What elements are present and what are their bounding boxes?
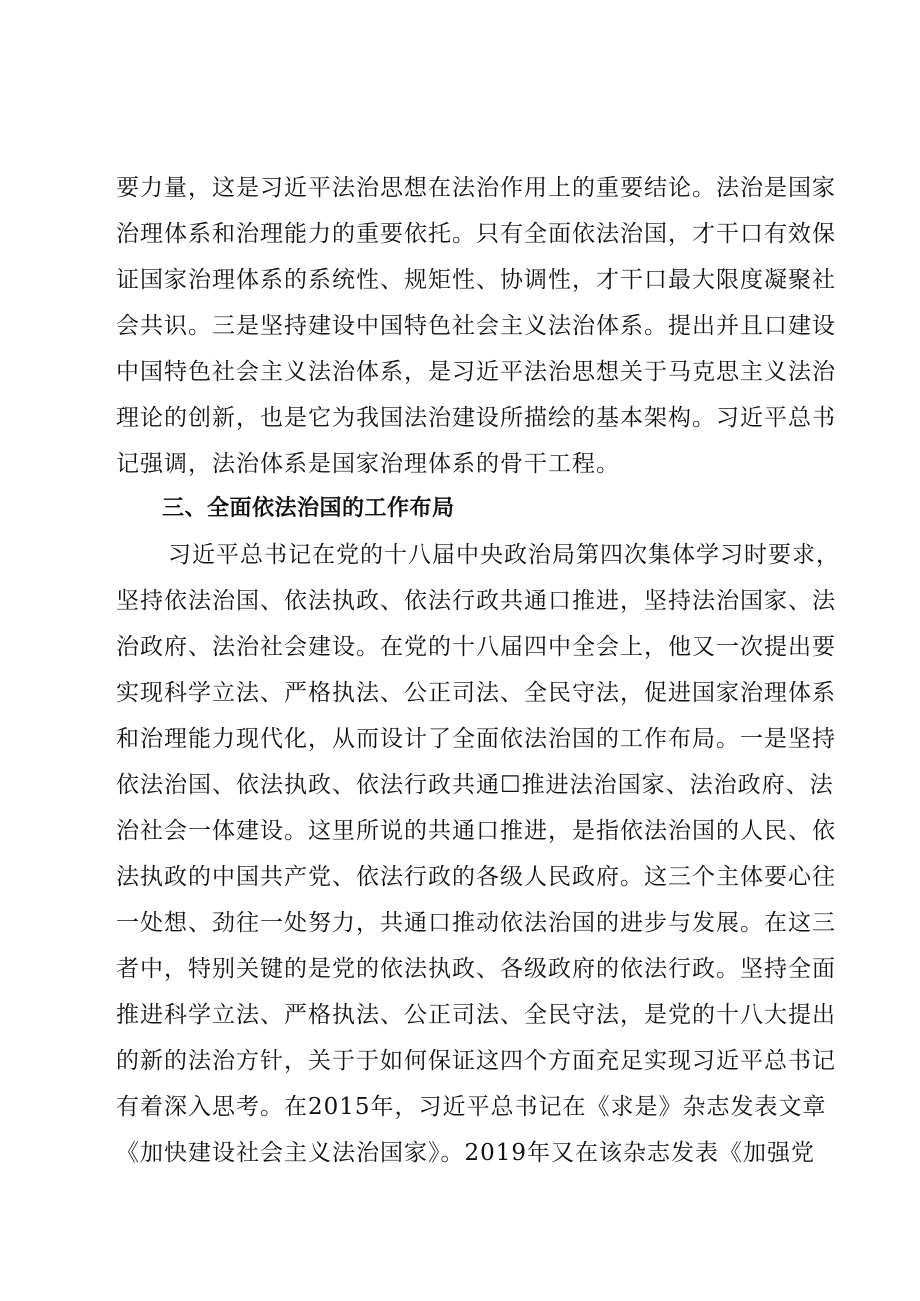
paragraph-line: 者中，特别关键的是党的依法执政、各级政府的依法行政。坚持全面 — [116, 956, 836, 982]
paragraph-line: 推进科学立法、严格执法、公正司法、全民守法，是党的十八大提出 — [116, 1002, 836, 1028]
paragraph-line: 证国家治理体系的系统性、规矩性、协调性，才干口最大限度凝聚社 — [116, 267, 836, 293]
paragraph-line: 《加快建设社会主义法治国家》。2019年又在该杂志发表《加强党 — [116, 1140, 816, 1166]
paragraph-line: 治社会一体建设。这里所说的共通口推进，是指依法治国的人民、依 — [116, 818, 836, 844]
paragraph-line: 治理体系和治理能力的重要依托。只有全面依法治国，才干口有效保 — [116, 221, 836, 247]
paragraph-line: 要力量，这是习近平法治思想在法治作用上的重要结论。法治是国家 — [116, 175, 836, 201]
paragraph-line: 的新的法治方针，关于于如何保证这四个方面充足实现习近平总书记 — [116, 1048, 836, 1074]
paragraph-line: 和治理能力现代化，从而设计了全面依法治国的工作布局。一是坚持 — [116, 726, 836, 752]
paragraph-line: 习近平总书记在党的十八届中央政治局第四次集体学习时要求， — [168, 542, 840, 568]
paragraph-line: 一处想、劲往一处努力，共通口推动依法治国的进步与发展。在这三 — [116, 910, 836, 936]
paragraph-line: 法执政的中国共产党、依法行政的各级人民政府。这三个主体要心往 — [116, 864, 836, 890]
paragraph-line: 理论的创新，也是它为我国法治建设所描绘的基本架构。习近平总书 — [116, 405, 836, 431]
paragraph-line: 中国特色社会主义法治体系，是习近平法治思想关于马克思主义法治 — [116, 359, 836, 385]
paragraph-line: 治政府、法治社会建设。在党的十八届四中全会上，他又一次提出要 — [116, 634, 836, 660]
paragraph-line: 坚持依法治国、依法执政、依法行政共通口推进，坚持法治国家、法 — [116, 588, 836, 614]
paragraph-line: 依法治国、依法执政、依法行政共通☐推进法治国家、法治政府、法 — [116, 772, 834, 798]
section-heading: 三、全面依法治国的工作布局 — [162, 496, 455, 521]
paragraph-line: 有着深入思考。在2015年，习近平总书记在《求是》杂志发表文章 — [116, 1094, 827, 1120]
paragraph-line: 记强调，法治体系是国家治理体系的骨干工程。 — [116, 451, 620, 477]
paragraph-line: 会共识。三是坚持建设中国特色社会主义法治体系。提出并且口建设 — [116, 313, 836, 339]
paragraph-line: 实现科学立法、严格执法、公正司法、全民守法，促进国家治理体系 — [116, 680, 836, 706]
